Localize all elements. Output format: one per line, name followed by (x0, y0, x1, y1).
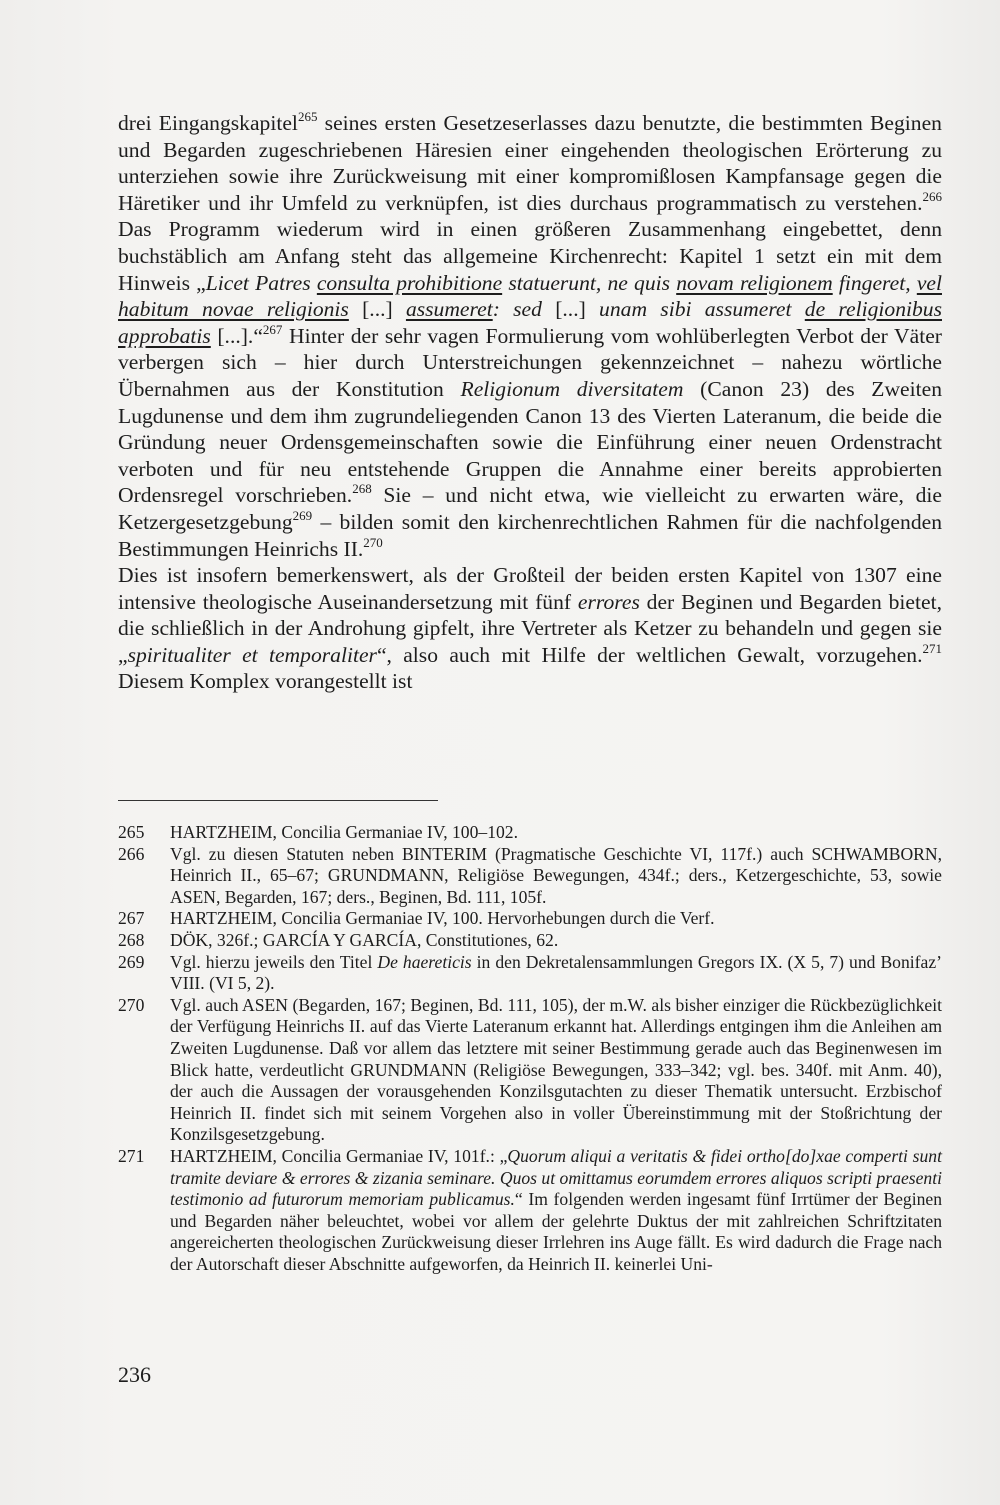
text-span: HARTZHEIM, Concilia Germaniae IV, 101f.: „ (170, 1145, 508, 1166)
footnote (118, 952, 942, 995)
footnotes (118, 822, 942, 1275)
footnote-number: 268 (118, 929, 145, 950)
italic-span: Religionum diversitatem (460, 376, 684, 401)
footnote-number: 271 (118, 1145, 145, 1166)
italic-span: spiritualiter et temporaliter (127, 642, 377, 667)
footnote-number: 267 (118, 908, 145, 929)
text-span: – bilden somit den kirchenrechtlichen Rahmen für die nachfolgenden Bestimmungen Heinrichs II. (118, 509, 942, 561)
text-span: “ Im folgenden werden ingesamt fünf Irrtümer der Beginen und Begarden näher beleuchtet, wobei vor allem der gelehrte Duktus der mit zahlreichen Schriftzitaten angereicherten theologischen Zurückweisung dieser Irrlehren ins Auge fällt. Es wird dadurch die Frage nach der Autorschaft dieser Abschnitte aufgeworfen, da Heinrich II. keinerlei Uni- (170, 1189, 942, 1274)
footnote (118, 908, 942, 930)
underlined-italic-span: de religionibus approbatis (118, 297, 942, 348)
footnote-number: 270 (118, 994, 145, 1015)
text-span: (Canon 23) des Zweiten Lugdunense und dem ihm zugrundeliegenden Canon 13 des Vierten Lateranum, die beide die Gründung neuer Ordensgemeinschaften sowie die Einführung einer neuen Ordenstracht verboten und für neu entstehende Gruppen die Annahme einer bereits approbierten Ordensregel vorschrieben. (118, 376, 943, 508)
italic-span: statuerunt, ne quis (502, 270, 677, 295)
text-span: [...].“ (210, 323, 263, 348)
italic-span: fingeret, (832, 270, 917, 295)
text-span: seines ersten Gesetzeserlasses dazu benutzte, die bestimmten Beginen und Begarden zugeschriebenen Häresien einer eingehenden theologischen Erörterung zu unterziehen sowie ihre Zurückweisung mit einer kompromißlosen Kampfansage gegen die Häretiker und ihr Umfeld zu verknüpfen, ist dies durchaus programmatisch zu verstehen. (118, 111, 942, 215)
text-span: Das Programm wiederum wird in einen größeren Zusammenhang eingebettet, denn buchstäblich am Anfang steht das allgemeine Kirchenrecht: Kapitel 1 setzt ein mit dem Hinweis „ (118, 217, 942, 295)
footnote-number: 265 (118, 822, 145, 842)
footnote (118, 930, 942, 952)
text-span: HARTZHEIM, Concilia Germaniae IV, 100–102. (170, 822, 518, 842)
footnote-text (170, 908, 942, 930)
italic-span: Quorum aliqui a veritatis & fidei ortho[do]xae comperti sunt tramite deviare & errores & zizania seminare. Quos ut omittamus eorumdem errores aliquos scripti praesenti testimonio ad futurorum memoriam publicamus. (170, 1145, 942, 1210)
main-paragraph-2 (118, 562, 942, 695)
italic-span: unam sibi assumeret (599, 297, 805, 322)
text-span: Vgl. auch ASEN (Begarden, 167; Beginen, Bd. 111, 105), der m.W. als bisher einziger die Rückbezüglichkeit der Verfügung Heinrichs II. auf das Vierte Lateranum erkannt hat. Allerdings entgingen ihm die Anleihen am Zweiten Lugdunense. Daß vor allem das letztere mit seiner Bestimmung gerade auch das Beginenwesen im Blick hatte, verdeutlicht GRUNDMANN (Religiöse Bewegungen, 333–342; vgl. bes. 340f. mit Anm. 40), der auch die Aussagen der vorausgehenden Konzilsgutachten zu dieser Thematik untersucht. Erzbischof Heinrich II. findet sich mit seinem Vorgehen also in voller Übereinstimmung mit der Stoßrichtung der Konzilsgesetzgebung. (170, 994, 942, 1145)
footnote-text (170, 995, 942, 1146)
footnote-ref: 271 (922, 640, 942, 656)
footnote-ref: 269 (292, 507, 313, 523)
text-span: drei Eingangskapitel (118, 111, 298, 135)
text-span: in den Dekretalensammlungen Gregors IX. (X 5, 7) und Bonifaz’ VIII. (VI 5, 2). (170, 951, 942, 994)
italic-span: : sed (492, 297, 556, 322)
main-paragraph-1 (118, 110, 942, 562)
text-span: “, also auch mit Hilfe der weltlichen Gewalt, vorzugehen. (376, 642, 923, 667)
underlined-italic-span: novam religionem (676, 270, 833, 295)
italic-span: Licet Patres (205, 270, 317, 295)
italic-span: errores (577, 589, 640, 614)
footnote-text (170, 1146, 942, 1276)
text-span: Diesem Komplex vorangestellt ist (118, 669, 413, 694)
footnote-ref: 270 (363, 534, 383, 550)
main-text (118, 110, 942, 695)
text-span: Vgl. hierzu jeweils den Titel (170, 951, 378, 972)
footnote-ref: 268 (352, 481, 372, 497)
footnote-number: 269 (118, 951, 145, 972)
text-span: Hinter der sehr vagen Formulierung vom wohlüberlegten Verbot der Väter verbergen sich – hier durch Unterstreichungen gekennzeichnet – nahezu wörtliche Übernahmen aus der Konstitution (118, 323, 942, 401)
underlined-italic-span: consulta prohibitione (316, 270, 503, 295)
italic-span: De haereticis (377, 951, 472, 972)
page-number: 236 (118, 1362, 151, 1387)
text-span: Dies ist insofern bemerkenswert, als der Großteil der beiden ersten Kapitel von 1307 eine intensive theologische Auseinandersetzung mit fünf (118, 563, 942, 614)
footnote (118, 1146, 942, 1276)
text-span: der Beginen und Begarden bietet, die schließlich in der Androhung gipfelt, ihre Vertreter als Ketzer zu behandeln und gegen sie „ (118, 589, 942, 667)
text-span: [...] (555, 297, 600, 322)
text-span: DÖK, 326f.; GARCÍA Y GARCÍA, Constitutiones, 62. (170, 929, 559, 950)
footnote-text (170, 952, 942, 995)
footnote (118, 822, 942, 844)
footnote-separator (118, 800, 438, 801)
footnote (118, 844, 942, 909)
text-span: Sie – und nicht etwa, wie vielleicht zu erwarten wäre, die Ketzergesetzgebung (118, 483, 943, 534)
footnote-text (170, 822, 942, 844)
underlined-italic-span: assumeret (405, 297, 493, 322)
footnote-text (170, 930, 942, 952)
footnote-number: 266 (118, 843, 145, 864)
underlined-italic-span: vel habitum novae religionis (118, 270, 942, 322)
footnote (118, 995, 942, 1146)
footnote-ref: 265 (297, 109, 318, 124)
text-span: Vgl. zu diesen Statuten neben BINTERIM (Pragmatische Geschichte VI, 117f.) auch SCHWAMBORN, Heinrich II., 65–67; GRUNDMANN, Religiöse Bewegungen, 434f.; ders., Ketzergeschichte, 53, sowie ASEN, Begarden, 167; ders., Beginen, Bd. 111, 105f. (170, 843, 942, 907)
footnote-ref: 266 (922, 188, 942, 204)
footnote-text (170, 844, 942, 909)
text-span: HARTZHEIM, Concilia Germaniae IV, 100. Hervorhebungen durch die Verf. (170, 908, 715, 929)
footnote-ref: 267 (262, 321, 283, 337)
text-span: [...] (348, 297, 406, 322)
